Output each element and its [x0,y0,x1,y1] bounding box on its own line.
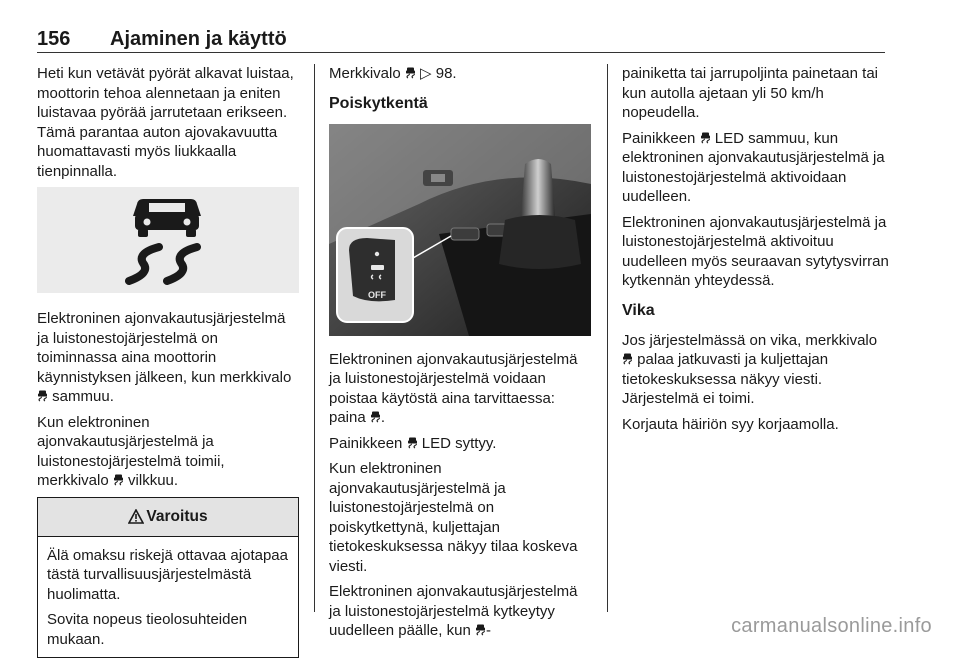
column-divider [314,64,315,612]
page-ref-arrow-icon: ▷ [420,65,432,82]
gear-console-illustration [329,124,591,336]
skid-car-icon [37,187,299,293]
paragraph-ignition: Elektroninen ajonvakautusjärjestelmä ja luistonestojärjestelmä aktivoituu uudelleen myös seuraavan sytytysvirran kytkennän yhteydessä. [622,213,892,291]
heading-deactivation: Poiskytkentä [329,94,593,114]
page-number: 156 [37,28,70,51]
skid-off-icon [370,411,381,423]
skid-icon [37,390,48,402]
paragraph-repair: Korjauta häiriön syy korjaamolla. [622,415,892,435]
warning-header [38,498,298,537]
column-2 [329,64,593,647]
off-button-label: OFF [368,290,386,300]
paragraph-fault: Jos järjestelmässä on vika, merkkivalo palaa jatkuvasti ja kuljettajan tietokeskuksessa näkyy viesti. Järjestelmä ei toimi. [622,331,892,409]
paragraph-disabled-message: Kun elektroninen ajonvakautusjärjestelmä ja luistonestojärjestelmä on poiskytkettynä, kuljettajan tietokeskuksessa näkyy tilaa koskeva viesti. [329,459,593,576]
paragraph-reactivate: Elektroninen ajonvakautusjärjestelmä ja luistonestojärjestelmä kytkeytyy uudelleen päälle, kun - [329,582,593,641]
section-title: Ajaminen ja käyttö [110,28,287,51]
paragraph-continued: painiketta tai jarrupoljinta painetaan tai kun autolla ajetaan yli 50 km/h nopeudella. [622,64,892,123]
warning-title: Varoitus [146,508,207,525]
warning-triangle-icon [128,509,144,524]
intro-paragraph: Heti kun vetävät pyörät alkavat luistaa, moottorin tehoa alennetaan ja eniten luistavaa pyörää jarrutetaan erikseen. Tämä parantaa auton ajovakavuutta huomattavasti myös liukkaalla tienpinnalla. [37,64,299,181]
warning-text-1: Älä omaksu riskejä ottavaa ajotapaa tästä turvallisuusjärjestelmästä huolimatta. [47,546,289,605]
skid-off-icon [475,624,486,636]
column-3 [622,64,892,440]
warning-box [37,497,299,658]
skid-icon [405,67,416,79]
skid-icon [622,353,633,365]
paragraph-disable: Elektroninen ajonvakautusjärjestelmä ja luistonestojärjestelmä voidaan poistaa käytöstä aina tarvittaessa: paina . [329,350,593,428]
paragraph-led-on: Painikkeen LED syttyy. [329,434,593,454]
skid-off-icon [700,132,711,144]
heading-fault: Vika [622,301,892,321]
paragraph-working: Kun elektroninen ajonvakautusjärjestelmä ja luistonestojärjestelmä toimii, merkkivalo vilkkuu. [37,413,299,491]
traction-warning-illustration [37,187,299,293]
warning-body [38,537,298,658]
warning-text-2: Sovita nopeus tieolosuhteiden mukaan. [47,610,289,649]
console-photo [329,124,591,336]
skid-icon [113,474,124,486]
skid-off-icon [407,437,418,449]
page-header [37,24,885,53]
watermark: carmanualsonline.info [731,615,932,638]
paragraph-active: Elektroninen ajonvakautusjärjestelmä ja luistonestojärjestelmä on toiminnassa aina moottorin käynnistyksen jälkeen, kun merkkivalo sammuu. [37,309,299,407]
column-1 [37,64,299,658]
paragraph-led-off: Painikkeen LED sammuu, kun elektroninen ajonvakautusjärjestelmä ja luistonestojärjestelmä aktivoidaan uudelleen. [622,129,892,207]
reference-line: Merkkivalo ▷ 98. [329,64,593,84]
column-divider [607,64,608,612]
